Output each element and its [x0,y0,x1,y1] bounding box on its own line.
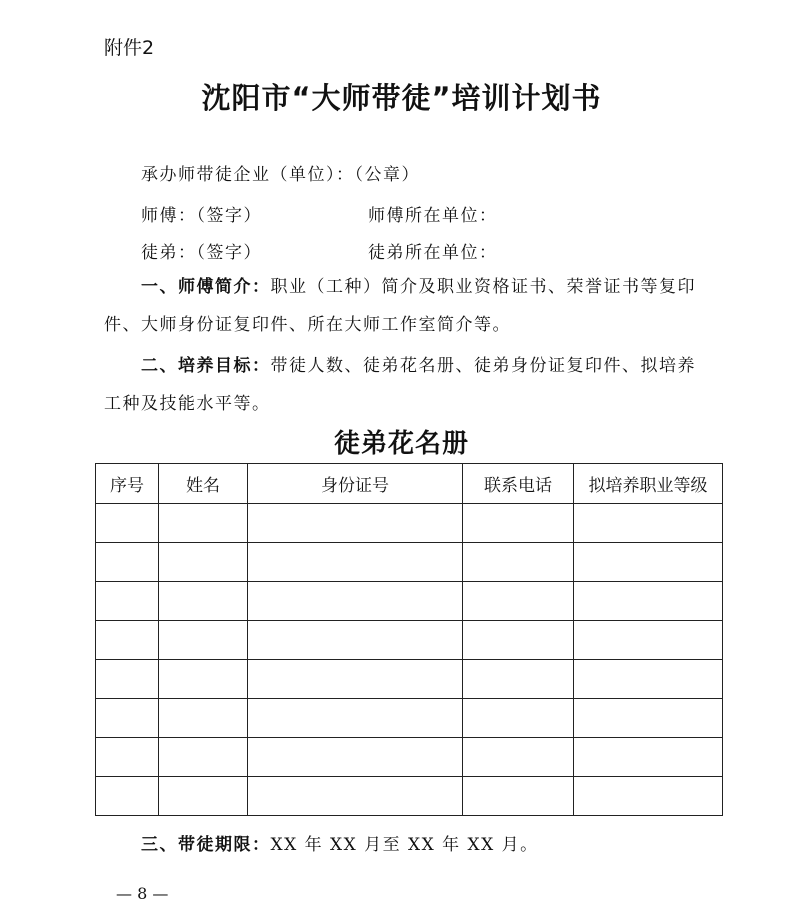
roster-cell [574,738,723,777]
roster-row [96,738,723,777]
roster-cell [159,660,248,699]
roster-cell [574,621,723,660]
roster-row [96,621,723,660]
apprentice-signature-field: 徒弟：（签字） [141,243,262,263]
roster-header-name: 姓名 [159,464,248,504]
roster-title: 徒弟花名册 [333,429,469,459]
roster-cell [463,777,574,816]
roster-row [96,660,723,699]
roster-cell [574,504,723,543]
roster-cell [463,660,574,699]
roster-cell [248,777,463,816]
page-number: — 8 — [116,884,169,903]
roster-cell [574,699,723,738]
roster-cell [96,582,159,621]
roster-header-target-level: 拟培养职业等级 [574,464,723,504]
roster-cell [159,738,248,777]
roster-cell [159,777,248,816]
roster-cell [574,543,723,582]
roster-cell [248,582,463,621]
roster-cell [159,504,248,543]
roster-header-id-number: 身份证号 [248,464,463,504]
roster-row [96,699,723,738]
roster-cell [96,504,159,543]
roster-cell [463,621,574,660]
roster-header-phone: 联系电话 [463,464,574,504]
roster-row [96,582,723,621]
roster-row [96,504,723,543]
section-master-intro [104,268,704,344]
section-apprenticeship-period [141,830,539,855]
roster-cell [96,621,159,660]
section-apprenticeship-period-heading: 三、带徒期限： [141,835,271,855]
roster-cell [463,699,574,738]
apprentice-unit-field: 徒弟所在单位： [368,243,498,263]
roster-cell [96,699,159,738]
master-unit-field: 师傅所在单位： [368,206,498,226]
roster-header-index: 序号 [96,464,159,504]
document-title: 沈阳市“大师带徒”培训计划书 [201,81,602,115]
roster-cell [96,777,159,816]
roster-cell [248,738,463,777]
section-training-goals-body: 带徒人数、徒弟花名册、徒弟身份证复印件、拟培养工种及技能水平等。 [104,356,696,414]
roster-cell [574,660,723,699]
roster-row [96,543,723,582]
master-signature-field: 师傅：（签字） [141,206,262,226]
section-training-goals [104,347,704,423]
roster-cell [248,543,463,582]
roster-cell [96,543,159,582]
roster-cell [248,504,463,543]
roster-cell [159,582,248,621]
roster-cell [159,699,248,738]
apprentice-roster-table [95,463,723,816]
roster-cell [96,660,159,699]
roster-row [96,777,723,816]
roster-cell [159,543,248,582]
roster-cell [96,738,159,777]
roster-cell [248,660,463,699]
section-training-goals-heading: 二、培养目标： [141,356,271,376]
attachment-label: 附件2 [104,37,155,59]
roster-cell [248,621,463,660]
roster-cell [463,504,574,543]
roster-cell [159,621,248,660]
roster-cell [463,582,574,621]
roster-cell [463,738,574,777]
roster-cell [574,582,723,621]
roster-cell [248,699,463,738]
roster-cell [574,777,723,816]
enterprise-field: 承办师带徒企业（单位）：（公章） [141,165,420,185]
roster-header-row [96,464,723,504]
roster-cell [463,543,574,582]
section-master-intro-heading: 一、师傅简介： [141,277,271,297]
section-apprenticeship-period-body: XX 年 XX 月至 XX 年 XX 月。 [270,835,539,855]
section-master-intro-body: 职业（工种）简介及职业资格证书、荣誉证书等复印件、大师身份证复印件、所在大师工作室简介等。 [104,277,696,335]
